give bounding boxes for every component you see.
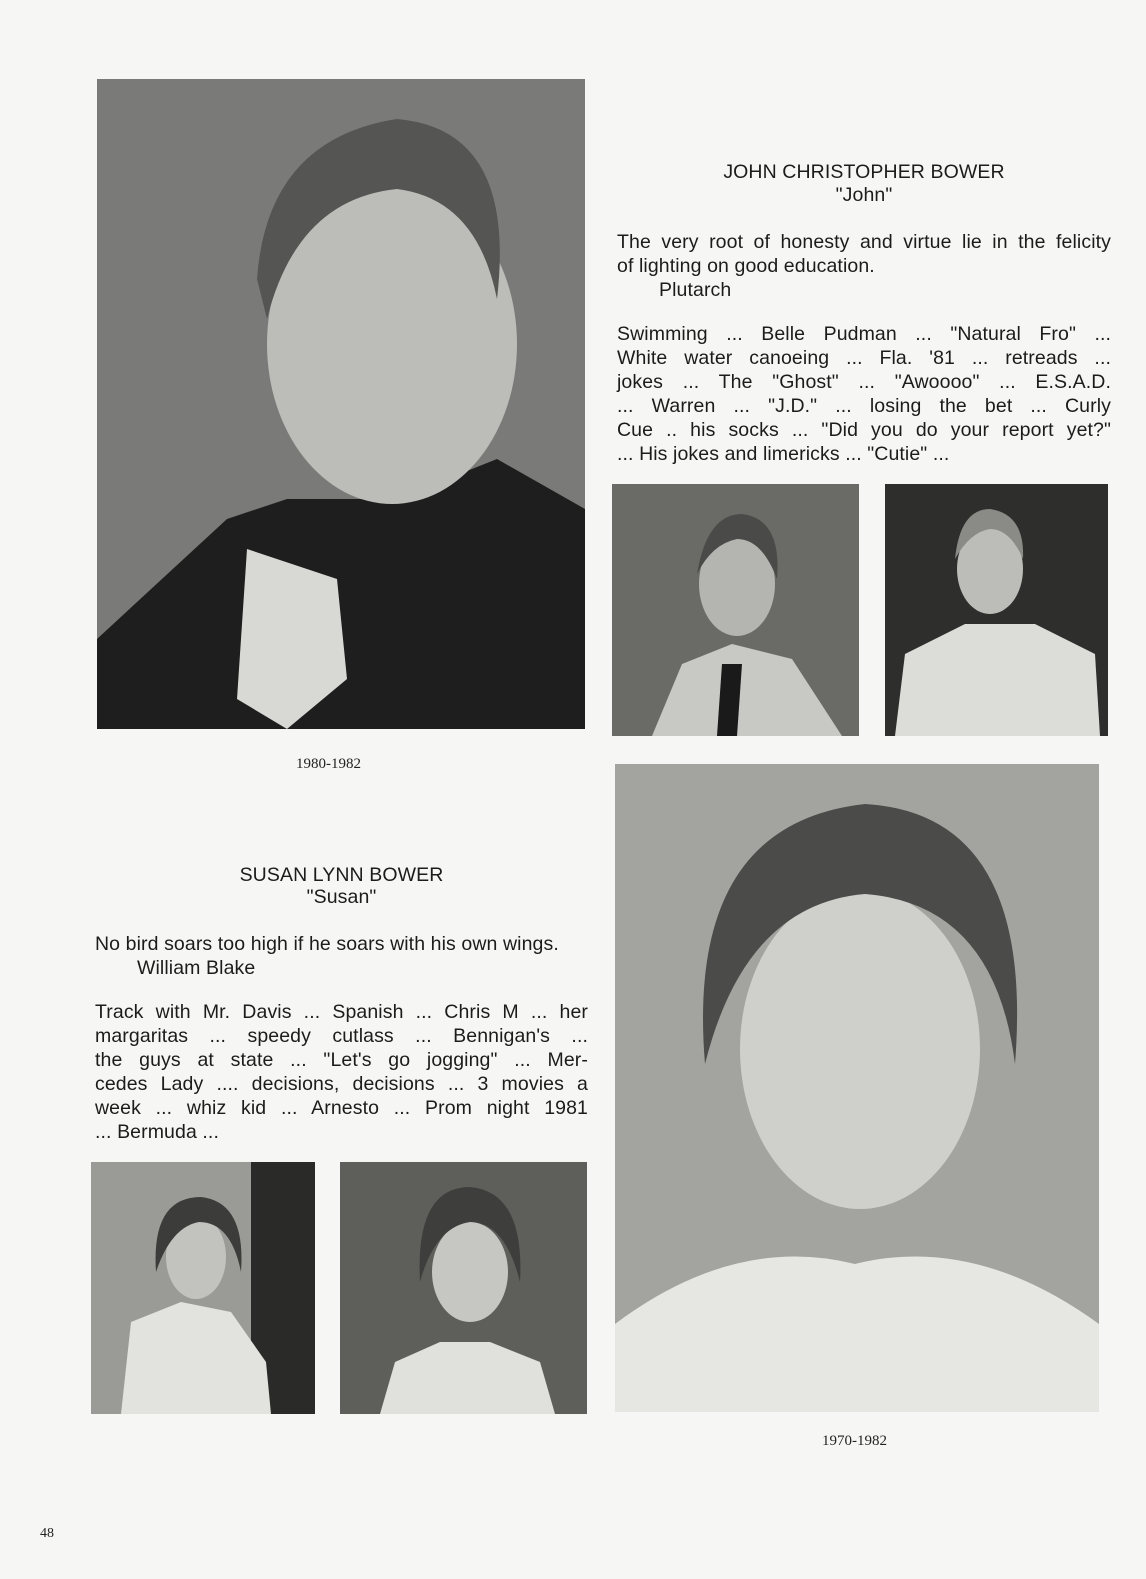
john-years: 1980-1982 (296, 756, 361, 772)
susan-nickname: "Susan" (306, 886, 377, 908)
john-candid-photo-1 (612, 484, 859, 736)
john-activities-line: ... His jokes and limericks ... "Cutie" ... (617, 443, 950, 465)
susan-portrait-photo (615, 764, 1099, 1412)
john-quote-line-1: The very root of honesty and virtue lie in the felicity (617, 231, 1111, 253)
susan-activities-line: the guys at state ... "Let's go jogging" ... Mer- (95, 1049, 588, 1071)
susan-quote-line: No bird soars too high if he soars with his own wings. (95, 933, 559, 955)
susan-activities-line: cedes Lady .... decisions, decisions ... 3 movies a (95, 1073, 588, 1095)
susan-quote-author: William Blake (137, 957, 256, 979)
john-name: JOHN CHRISTOPHER BOWER (723, 161, 1005, 183)
john-portrait-photo (97, 79, 585, 729)
susan-quote (95, 932, 588, 980)
susan-activities-line: ... Bermuda ... (95, 1121, 219, 1143)
susan-activities-line: margaritas ... speedy cutlass ... Bennigan's ... (95, 1025, 588, 1047)
susan-activities (95, 1000, 588, 1144)
john-activities (617, 322, 1111, 466)
susan-years: 1970-1982 (822, 1433, 887, 1449)
susan-candid-photo-2 (340, 1162, 587, 1414)
susan-activities-line: week ... whiz kid ... Arnesto ... Prom night 1981 (95, 1097, 588, 1119)
john-activities-line: Swimming ... Belle Pudman ... "Natural Fro" ... (617, 323, 1111, 345)
john-quote (617, 230, 1111, 302)
john-activities-line: Cue .. his socks ... "Did you do your report yet?" (617, 419, 1111, 441)
susan-name: SUSAN LYNN BOWER (239, 864, 444, 886)
john-activities-line: ... Warren ... "J.D." ... losing the bet ... Curly (617, 395, 1111, 417)
page-number: 48 (40, 1526, 54, 1541)
john-quote-line-2: of lighting on good education. (617, 255, 875, 277)
john-activities-line: White water canoeing ... Fla. '81 ... retreads ... (617, 347, 1111, 369)
john-candid-photo-2 (885, 484, 1108, 736)
john-nickname: "John" (835, 184, 893, 206)
susan-candid-photo-1 (91, 1162, 315, 1414)
susan-activities-line: Track with Mr. Davis ... Spanish ... Chris M ... her (95, 1001, 588, 1023)
john-quote-author: Plutarch (659, 279, 732, 301)
john-activities-line: jokes ... The "Ghost" ... "Awoooo" ... E.S.A.D. (617, 371, 1111, 393)
